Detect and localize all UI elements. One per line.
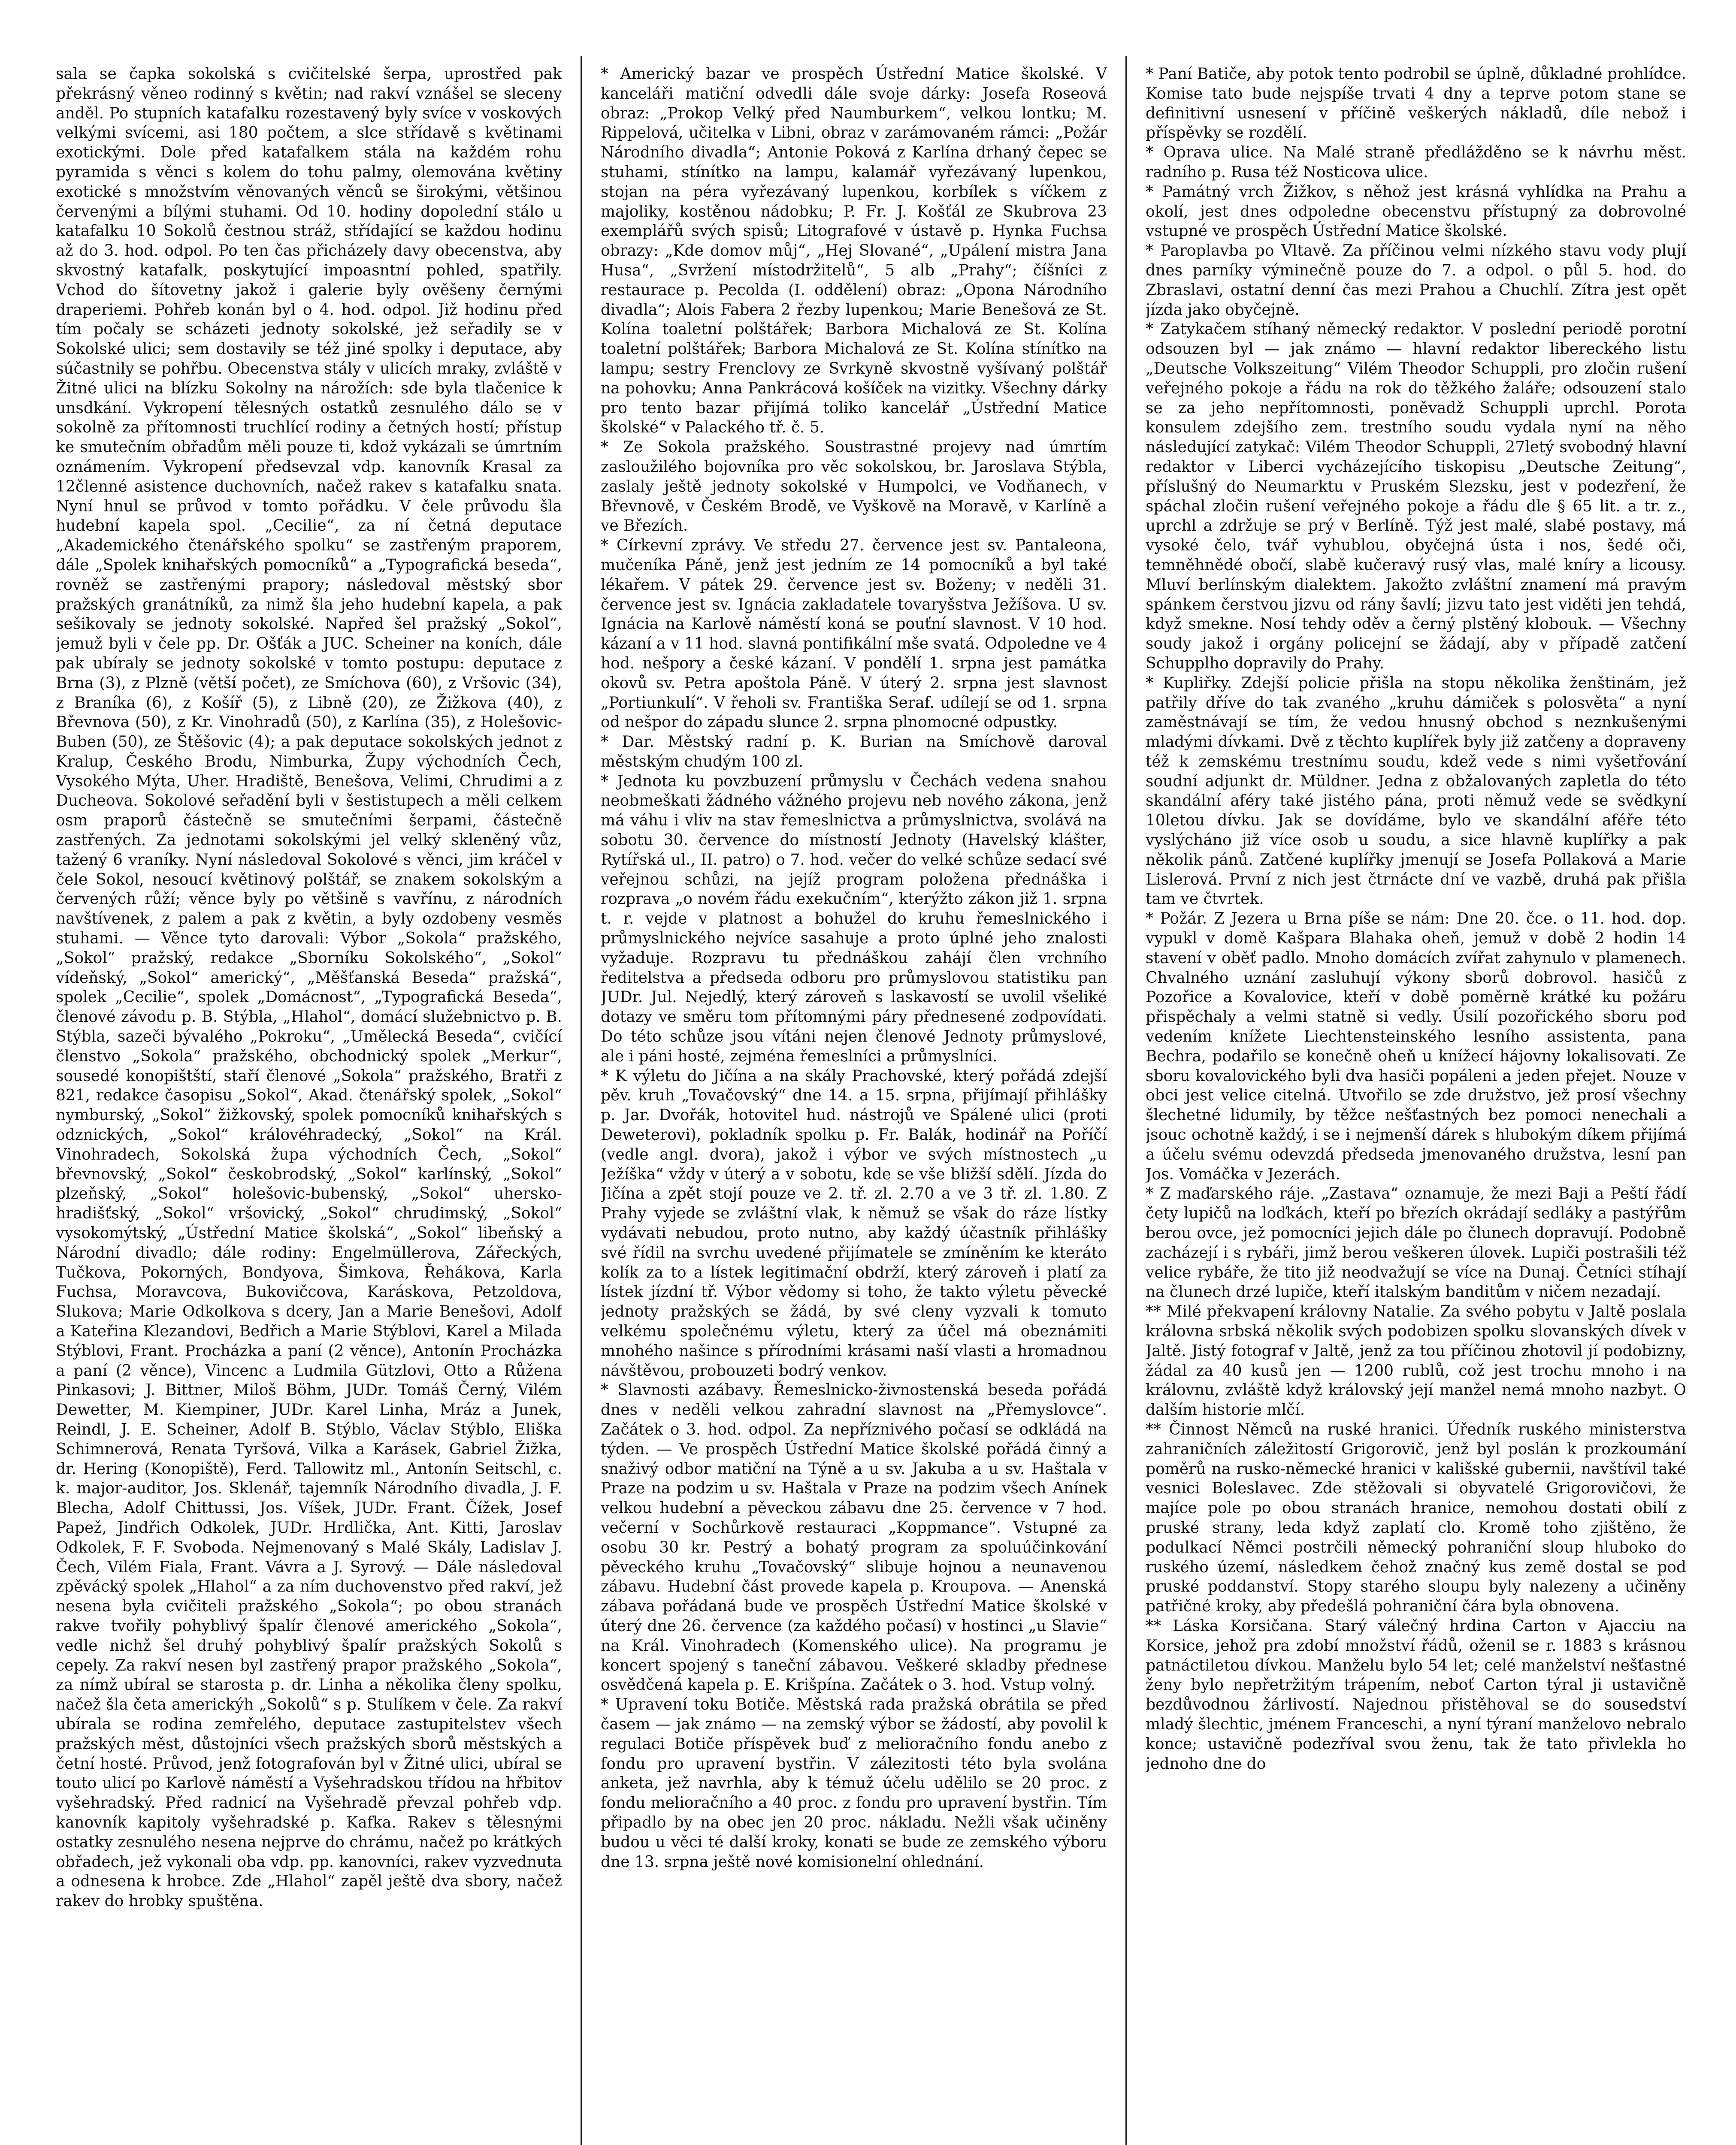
article-cirkevni-zpravy: * Církevní zprávy. Ve středu 27. července jest sv. Pantaleona, mučeníka Páně, jenž jest jedním ze 14 pomocníků a byl také lékařem. V pátek 29. července jest sv. Boženy; v neděli 31. července jest sv. Ignácia zakladatele tovaryšstva Ježíšova. U sv. Ignácia na Karlově náměstí koná se pouťní slavnost. V 10 hod. kázaní a v 11 hod. slavná pontifikální mše svatá. Odpoledne ve 4 hod. nešpory a české kázaní. V pondělí 1. srpna jest památka okovů sv. Petra apoštola Páně. V úterý 2. srpna jest slavnost „Portiunkulí“. V řeholi sv. Františka Seraf. udílejí se od 1. srpna od nešpor do západu slunce 2. srpna plnomocné odpustky.	[601, 537, 1107, 731]
article-zizkov: * Památný vrch Žižkov, s něhož jest krásná vyhlídka na Prahu a okolí, jest dnes odpoledne obecenstvu přístupný za dobrovolné vstupné ve prospěch Ústřední Matice školské.	[1146, 183, 1686, 240]
article-ze-sokola: * Ze Sokola pražského. Soustrastné projevy nad úmrtím zasloužilého bojovníka pro věc sokolskou, br. Jaroslava Stýbla, zaslaly ještě jednoty sokolské v Humpolci, ve Vodňanech, v Břevnově, v Českém Brodě, ve Vyškově na Moravě, v Karlíně a ve Březích.	[601, 438, 1107, 535]
article-dar: * Dar. Městský radní p. K. Burian na Smíchově daroval městským chudým 100 zl.	[601, 733, 1107, 770]
column-1	[56, 64, 562, 2145]
article-botic-cont: * Paní Batiče, aby potok tento podrobil se úplně, důkladné prohlídce. Komise tato bude nejspíše trvati 4 dny a teprve potom stane se definitivní usnesení v příčině veškerých nákladů, díle nebož i příspěvky se rozdělí.	[1146, 65, 1686, 142]
column-divider	[581, 56, 582, 2145]
column-1-text: sala se čapka sokolská s cvičitelské šerpa, uprostřed pak překrásný věneo rodinný s květin; nad rakví vznášel se sleceny anděl. Po stupních katafalku rozestavený byly svíce v voskových velkými svícemi, asi 180 počtem, a slce střídavě s květinami exotickými. Dole před katafalkem stála na každém rohu pyramida s věnci s kolem do tohu palmy, olemována květiny exotické s množstvím věnovaných věnců se širokými, většinou červenými a bílými stuhami. Od 10. hodiny dopolední stálo u katafalku 10 Sokolů čestnou stráž, střídající se každou hodinu až do 3. hod. odpol. Po ten čas přicházely davy obecenstva, aby skvostný katafalk, poskytující impoasntní pohled, spatřily. Vchod do šítovetny jakož i galerie byly ověšeny černými draperiemi. Pohřeb konán byl o 4. hod. odpol. Již hodinu před tím počaly se scházeti jednoty sokolské, jež seřadily se v Sokolské ulici; sem dostavily se též jiné spolky i deputace, aby súčastnily se pohřbu. Obecenstva stály v ulicích mraky, zvláště v Žitné ulici na blízku Sokolny na nárožích: sde byla tlačenice k unsdkání. Vykropení tělesných ostatků zesnulého dálo se v sokolně za přítomnosti truchlící rodiny a četných hostí; přístup ke smutečním obřadům měli pouze ti, kdož vykázali se úmrtním oznámením. Vykropení předsevzal vdp. kanovník Krasal za 12členné asistence duchovních, načež rakev s katafalku snata. Nyní hnul se průvod v tomto pořádku. V čele průvodu šla hudební kapela spol. „Cecilie“, za ní četná deputace „Akademického čtenářského spolku“ se zastřeným praporem, dále „Spolek knihařských pomocníků“ a „Typografická beseda“, rovněž se zastřenými prapory; následoval městský sbor pražských granátníků, za nimž šla jeho hudební kapela, a pak sešikovaly se jednoty sokolské. Napřed šel pražský „Sokol“, jemuž byli v čele pp. Dr. Ošťák a JUC. Scheiner na koních, dále pak ubíraly se jednoty sokolské v tomto postupu: deputace z Brna (3), z Plzně (větší počet), ze Smíchova (60), z Vršovic (34), z Braníka (6), z Košíř (5), z Libně (20), ze Žižkova (40), z Břevnova (50), z Kr. Vinohradů (50), z Karlína (35), z Holešovic-Buben (50), ze Štěšovic (4); a pak deputace sokolských jednot z Kralup, Českého Brodu, Nimburka, Župy východních Čech, Vysokého Mýta, Uher. Hradiště, Benešova, Velimi, Chrudimi a z Ducheova. Sokolové seřadění byli v šestistupech a měli celkem osm praporů částečně se smutečními šerpami, částečně zastřených. Za jednotami sokolskými jel velký skleněný vůz, tažený 6 vraníky. Nyní následoval Sokolové s věnci, jim kráčel v čele Sokol, nesoucí květinový polštář, se znakem sokolským a červených růží; věnce byly po většině s vavřínu, z národních navštívenek, z palem a pak z květin, a byly ozdobeny vesměs stuhami. — Věnce tyto darovali: Výbor „Sokola“ pražského, „Sokol“ pražský, redakce „Sborníku Sokolského“, „Sokol“ vídeňský, „Sokol“ americký“, „Měšťanská Beseda“ pražská“, spolek „Cecilie“, spolek „Domácnost“, „Typografická Beseda“, členové závodu p. B. Stýbla, „Hlahol“, domácí služebnictvo p. B. Stýbla, sazeči bývalého „Pokroku“, „Umělecká Beseda“, cvičící členstvo „Sokola“ pražského, obchodnický spolek „Merkur“, sousedé konopištští, staří členové „Sokola“ pražského, Bratři z 821, redakce časopisu „Sokol“, Akad. čtenářský spolek, „Sokol“ nymburský, „Sokol“ žižkovský, spolek pomocníků knihařských s odznických, „Sokol“ královéhradecký, „Sokol“ na Král. Vinohradech, Sokolská župa východních Čech, „Sokol“ břevnovský, „Sokol“ českobrodský, „Sokol“ karlínský, „Sokol“ plzeňský, „Sokol“ holešovic-bubenský, „Sokol“ uhersko-hradišťský, „Sokol“ vršovický, „Sokol“ chrudimský, „Sokol“ vysokomýtský, „Ústřední Matice školská“, „Sokol“ libeňský a Národní divadlo; dále rodiny: Engelmüllerova, Zářeckých, Tučkova, Pokorných, Bondyova, Šimkova, Řehákova, Karla Fuchsa, Moravcova, Bukovičcova, Karáskova, Petzoldova, Slukova; Marie Odkolkova s dcery, Jan a Marie Benešovi, Adolf a Kateřina Klezandovi, Bedřich a Marie Stýblovi, Karel a Milada Stýblovi, Frant. Procházka a paní (2 věnce), Antonín Procházka a paní (2 věnce), Vincenc a Ludmila Gützlovi, Otto a Růžena Pinkasovi; J. Bittner, Miloš Böhm, JUDr. Tomáš Černý, Vilém Dewetter, M. Kiempiner, JUDr. Karel Linha, Mráz a Junek, Reindl, J. E. Scheiner, Adolf B. Stýblo, Václav Stýblo, Eliška Schimnerová, Renata Tyršová, Vilka a Karásek, Gabriel Žižka, dr. Hering (Konopiště), Ferd. Tallowitz ml., Antonín Seitschl, c. k. major-auditor, Jos. Sklenář, tajemník Národního divadla, J. F. Blecha, Adolf Chittussi, Jos. Víšek, JUDr. Frant. Čížek, Josef Papež, Jindřich Odkolek, JUDr. Hrdlička, Ant. Kitti, Jaroslav Odkolek, F. F. Svoboda. Nejmenovaný s Malé Skály, Ladislav J. Čech, Vilém Fiala, Frant. Vávra a J. Syrový. — Dále následoval zpěvácký spolek „Hlahol“ a za ním duchovenstvo před rakví, jež nesena byla cvičiteli pražského „Sokola“; po obou stranách rakve tvořily pohyblivý špalír členové amerického „Sokola“, vedle nichž šel druhý pohyblivý špalír pražských Sokolů s cepely. Za rakví nesen byl zastřený prapor pražského „Sokola“, za nímž ubíral se starosta p. dr. Linha a několika členy spolku, načež šla četa americkýh „Sokolů“ s p. Stulíkem v čele. Za rakví ubírala se rodina zemřelého, deputace zastupitelstev všech pražských měst, důstojníci všech pražských sborů městských a četní hosté. Průvod, jenž fotografován byl v Žitné ulici, ubíral se touto ulicí po Karlově náměstí a Vyšehradskou třídou na hřbitov vyšehradský. Před radnicí na Vyšehradě převzal pohřeb vdp. kanovník kapitoly vyšehradské p. Kafka. Rakev s tělesnými ostatky zesnulého nesena nejprve do chrámu, načež po krátkých obřadech, jež vykonali oba vdp. pp. kanovníci, rakev vyzvednuta a odnesena k hrobce. Zde „Hlahol“ zapěl ještě dva sbory, načež rakev do hrobky spuštěna.	[56, 65, 562, 1910]
article-kuplirky: * Kupliřky. Zdejší policie přišla na stopu několika ženštinám, jež patřily dříve do tak zvaného „kruhu dámiček s polosvěta“ a nyní zaměstnávají se tím, že vedou hnusný obchod s neznkušenými mladými dívkami. Dvě z těchto kuplířek byly již zatčeny a dopraveny též k zemskému trestnímu soudu, kdež vede s nimi vyšetřování soudní adjunkt dr. Müldner. Jedna z obžalovaných zapletla do této skandální aféry také jistého pána, proti němuž vede se svědkyní 10letou dívku. Jak se dovídáme, bylo ve skandální aféře této vyslýcháno již více osob u soudu, a sice hlavně kuplířky a pak několik pánů. Zatčené kuplířky jmenují se Josefa Pollaková a Marie Lislerová. První z nich jest čtrnácte dní ve vazbě, druhá pak přišla tam ve čtvrtek.	[1146, 674, 1686, 908]
article-madarsky-raj: * Z maďarského ráje. „Zastava“ oznamuje, že mezi Baji a Peští řádí čety lupičů na loďkách, kteří po březích okrádají sedláky a pastýřům berou ovce, jež pomocníci jejich dále po člunech dopravují. Podobně zacházejí i s rybáři, jimž berou veškeren úlovek. Lupiči postrašili též velice rybáře, že tito již neodvažují se více na Dunaj. Četníci stíhají na člunech drzé lupiče, kteří italským banditům v ničem nezadají.	[1146, 1185, 1686, 1301]
article-jednota-prumyslu: * Jednota ku povzbuzení průmyslu v Čechách vedena snahou neobmeškati žádného vážného projevu neb nového zákona, jenž má váhu i vliv na stav řemeslnictva a průmyslnictva, svolává na sobotu 30. července do místností Jednoty (Havelský klášter, Rytířská ul., II. patro) o 7. hod. večer do velké schůze sedací své veřejnou schůzi, na jejíž program položena přednáška i rozprava „o novém řádu exekučním“, kterýžto zákon již 1. srpna t. r. vejde v platnost a bohužel do kruhu řemeslnického i průmyslnického nejvíce sasahuje a proto úplné jeho znalosti vyžaduje. Rozpravu tu přednáškou zahájí člen vrchního ředitelstva a předseda odboru pro průmyslovou statistiku pan JUDr. Jul. Nejedlý, který zároveň s laskavostí se uvolil všeliké dotazy ve směru tom přítomnými páry přednesené zodpovídati. Do této schůze jsou vítáni nejen členové Jednoty průmyslové, ale i páni hosté, zejména řemeslníci a průmyslníci.	[601, 772, 1107, 1065]
article-slavnosti: * Slavnosti azábavy. Řemeslnicko-živnostenská beseda pořádá dnes v neděli velkou zahradní slavnost na „Přemyslovce“. Začátek o 3. hod. odpol. Za nepříznivého počasí se odkládá na týden. — Ve prospěch Ústřední Matice školské pořádá činný a snaživý odbor matiční na Týně a u sv. Jakuba a u sv. Haštala v Praze na podzim u sv. Haštala v Praze na podzim všech Anínek velkou hudební a pěveckou zábavu dne 25. července v 7 hod. večerní v Sochůrkově restauraci „Koppmance“. Vstupné za osobu 30 kr. Pestrý a bohatý program za spoluúčinkování pěveckého kruhu „Tovačovský“ slibuje hojnou a neunavenou zábavu. Hudební část provede kapela p. Kroupova. — Anenská zábava pořádaná bude ve prospěch Ústřední Matice školské v úterý dne 26. července (za každého počasí) v hostinci „u Slavie“ na Král. Vinohradech (Komenského ulice). Na programu je koncert spojený s taneční zábavou. Veškeré skladby přednese osvědčená kapela p. E. Krišpína. Začátek o 3. hod. Vstup volný.	[601, 1381, 1107, 1694]
article-paroplavba: * Paroplavba po Vltavě. Za příčinou velmi nízkého stavu vody plují dnes parníky výminečně pouze do 7. a odpol. o půl 5. hod. do Zbraslavi, ostatní denní čas mezi Prahou a Chuchlí. Zítra jest opět jízda jako obyčejně.	[1146, 242, 1686, 319]
article-pozar: * Požár. Z Jezera u Brna píše se nám: Dne 20. čce. o 11. hod. dop. vypukl v domě Kašpara Blahaka oheň, jemuž v době 2 hodin 14 stavení v oběť padlo. Mnoho domácích zvířat zahynulo v plamenech. Chvalného uznání zasluhují výkony sborů dobrovol. hasičů z Pozořice a Kovalovice, kteří v době poměrně krátké ku požáru přispěchaly a velmi statně si vedly. Úsilí pozořického sboru pod vedením knížete Liechtensteinského lesního assistenta, pana Bechra, podařilo se konečně oheň u knížecí hájovny lokalisovati. Ze sboru kovalovického byli dva hasiči popáleni a jeden přejet. Nouze v obci jest velice citelná. Utvořilo se zde družstvo, jež prosí všechny šlechetné lidumily, by těžce nešťastných bez pomoci nenechali a jsouc ochotně každý, i se i nejmenší dárek s hlubokým díkem přijímá a účelu svému odevzdá předseda jmenovaného družstva, lesní pan Jos. Vomáčka v Jezerách.	[1146, 910, 1686, 1183]
article-americky-bazar: * Americký bazar ve prospěch Ústřední Matice školské. V kanceláři matiční odvedli dále svoje dárky: Josefa Roseová obraz: „Prokop Velký před Naumburkem“, velkou lontku; M. Rippelová, učitelka v Libni, obraz v zarámovaném rámci: „Požár Národního divadla“; Antonie Poková z Karlína drhaný čepec se stuhami, stínítko na lampu, kalamář vyřezávaný lupenkou, stojan na péra vyřezávaný lupenkou, korbílek s víčkem z majoliky, kostěnou nádobku; P. Fr. J. Košťál ze Skubrova 23 exemplářů svých spisů; Litografové v ústavě p. Hynka Fuchsa obrazy: „Kde domov můj“, „Hej Slované“, „Upálení mistra Jana Husa“, „Svržení místodržitelů“, 5 alb „Prahy“; číšníci z restaurace p. Pecolda (I. oddělení) obraz: „Opona Národního divadla“; Alois Fabera 2 řezby lupenkou; Marie Benešová ze St. Kolína toaletní polštářek; Barbora Michalová ze St. Kolína toaletní polštářek; Barbora Michalová ze St. Kolína stínítko na lampu; sestry Frenclovy ze Svrkyně skvostně vyšívaný polštář na pohovku; Anna Pankrácová košíček na vizitky. Všechny dárky pro tento bazar přijímá toliko kancelář „Ústřední Matice školské“ v Palackého tř. č. 5.	[601, 65, 1107, 437]
newspaper-page	[47, 47, 1695, 2145]
article-natalie: ** Milé překvapení královny Natalie. Za svého pobytu v Jaltě poslala královna srbská několik svých podobizen spolku slovanských dívek v Jaltě. Jistý fotograf v Jaltě, jenž za tou příčinou zhotovil jí podobizny, žádal za 40 kusů jen — 1200 rublů, což jest trochu mnoho i na královnu, zvláště když královský její manžel nemá mnoho nazbyt. O dalším historie mlčí.	[1146, 1303, 1686, 1419]
column-divider	[1125, 56, 1127, 2145]
article-oprava-ulice: * Oprava ulice. Na Malé straně předlážděno se k návrhu měst. radního p. Rusa též Nosticova ulice.	[1146, 144, 1686, 181]
column-2	[601, 64, 1107, 2145]
column-3	[1146, 64, 1686, 2145]
article-laska-korsicana: ** Láska Korsičana. Starý válečný hrdina Carton v Ajacciu na Korsice, jehož pra zdobí množství řádů, oženil se r. 1883 s krásnou patnáctiletou dívkou. Manželu bylo 54 let; celé manželství nešťastné ženy bylo nepřetržitým trápením, neboť Carton týral ji ustavičně bezdůvodnou žárlivostí. Najednou přistěhoval se do sousedství mladý šlechtic, jménem Franceschi, a nyní týraní manželovo nebralo konce; ustavičně podezříval svou ženu, tak že tato přivlekla ho jednoho dne do	[1146, 1617, 1686, 1773]
article-nemci-hranice: ** Činnost Němců na ruské hranici. Úředník ruského ministerstva zahraničních záležitostí Grigorovič, jenž byl poslán k prozkoumání poměrů na rusko-německé hranici v kališské gubernii, navštívil také vesnici Boleslavec. Zde stěžovali si obyvatelé Grigorovičovi, že majíce pole po obou stranách hranice, nemohou dostati obilí z pruské strany, leda když zaplatí clo. Kromě toho zjištěno, že podulkací Němci postrčili německý pohraniční sloup hluboko do ruského území, následkem čehož značný kus země dostal se pod pruské poddanství. Stopy starého sloupu byly nalezeny a učiněny patřičné kroky, aby předešlá pohraniční čára byla obnovena.	[1146, 1420, 1686, 1616]
article-vylet-jicin: * K výletu do Jičína a na skály Prachovské, který pořádá zdejší pěv. kruh „Tovačovský“ dne 14. a 15. srpna, přijímají přihlášky p. Jar. Dvořák, hotovitel hud. nástrojů ve Spálené ulici (proti Deweterovi), pokladník spolku p. Fr. Balák, hodinář na Poříčí (vedle angl. dvora), jakož i výbor ve svých místnostech „u Ježíška“ vždy v úterý a v sobotu, kde se vše bližší sdělí. Jízda do Jičína a zpět stojí pouze ve 2. tř. zl. 2.70 a ve 3 tř. zl. 1.80. Z Prahy vyjede se zvláštní vlak, k němuž se však do ráze lístky vydávati nebudou, proto nutno, aby každý účastník přihlášky své řídil na svrchu uvedené přijímatele se zmíněním ke kteráto kolík za to a lístek legitimační obdrží, který zároveň i platí za lístek jízdní tř. Výbor vědomy si toho, že takto výletu pěvecké jednoty pražských se žádá, by své cleny vyzvali k tomuto velkému společnému výletu, který za účel má obeznámiti mnohého našince s přírodními krásami naší vlasti a hromadnou návštěvou, probouzeti bodrý venkov.	[601, 1067, 1107, 1380]
article-redaktor: * Zatykačem stíhaný německý redaktor. V poslední periodě porotní odsouzen byl — jak známo — hlavní redaktor libereckého listu „Deutsche Volkszeitung“ Vilém Theodor Schuppli, pro zločin rušení veřejného pokoje a řádu na rok do těžkého žaláře; odsouzení stalo se za jeho nepřítomnosti, poněvadž Schuppli uprchl. Porota konsulem zdejšího zem. trestního soudu vydala nyní na něho následující zatykač: Vilém Theodor Schuppli, 27letý svobodný hlavní redaktor v Liberci vycházejícího tiskopisu „Deutsche Zeitung“, příslušný do Neumarktu v Pruském Slezsku, jest v podezření, že spáchal zločin rušení veřejného pokoje a řádu dle § 65 lit. a tr. z., uprchl a zdržuje se prý v Berlíně. Týž jest malé, slabé postavy, má vysoké čelo, tvář vyhublou, obyčejná ústa i nos, šedé oči, temněhnědé obočí, slabě kučeravý rusý vlas, malé kníry a licousy. Mluví berlínským dialektem. Jakožto zvláštní znamení má pravým spánkem čerstvou jizvu od rány šavlí; jizvu tato jest viděti jen tehdá, když smekne. Nosí tehdy oděv a černý plstěný klobouk. — Všechny soudy jakož i orgány policejní se žádají, aby v případě zatčení Schupplho dopravily do Prahy.	[1146, 320, 1686, 672]
article-botic: * Upravení toku Botiče. Městská rada pražská obrátila se před časem — jak známo — na zemský výbor se žádostí, aby povolil k regulaci Botiče příspěvek buď z melioračního fondu anebo z fondu pro upravení bystřin. V zálezitosti této byla svolána anketa, jež navrhla, aby k témuž účelu udělilo se 20 proc. z fondu melioračního a 40 proc. z fondu pro upravení bystřin. Tím připadlo by na obec jen 20 proc. nákladu. Nežli však učiněny budou u věci té další kroky, konati se bude ze zemského výboru dne 13. srpna ještě nové komisionelní ohlednání.	[601, 1696, 1107, 1871]
